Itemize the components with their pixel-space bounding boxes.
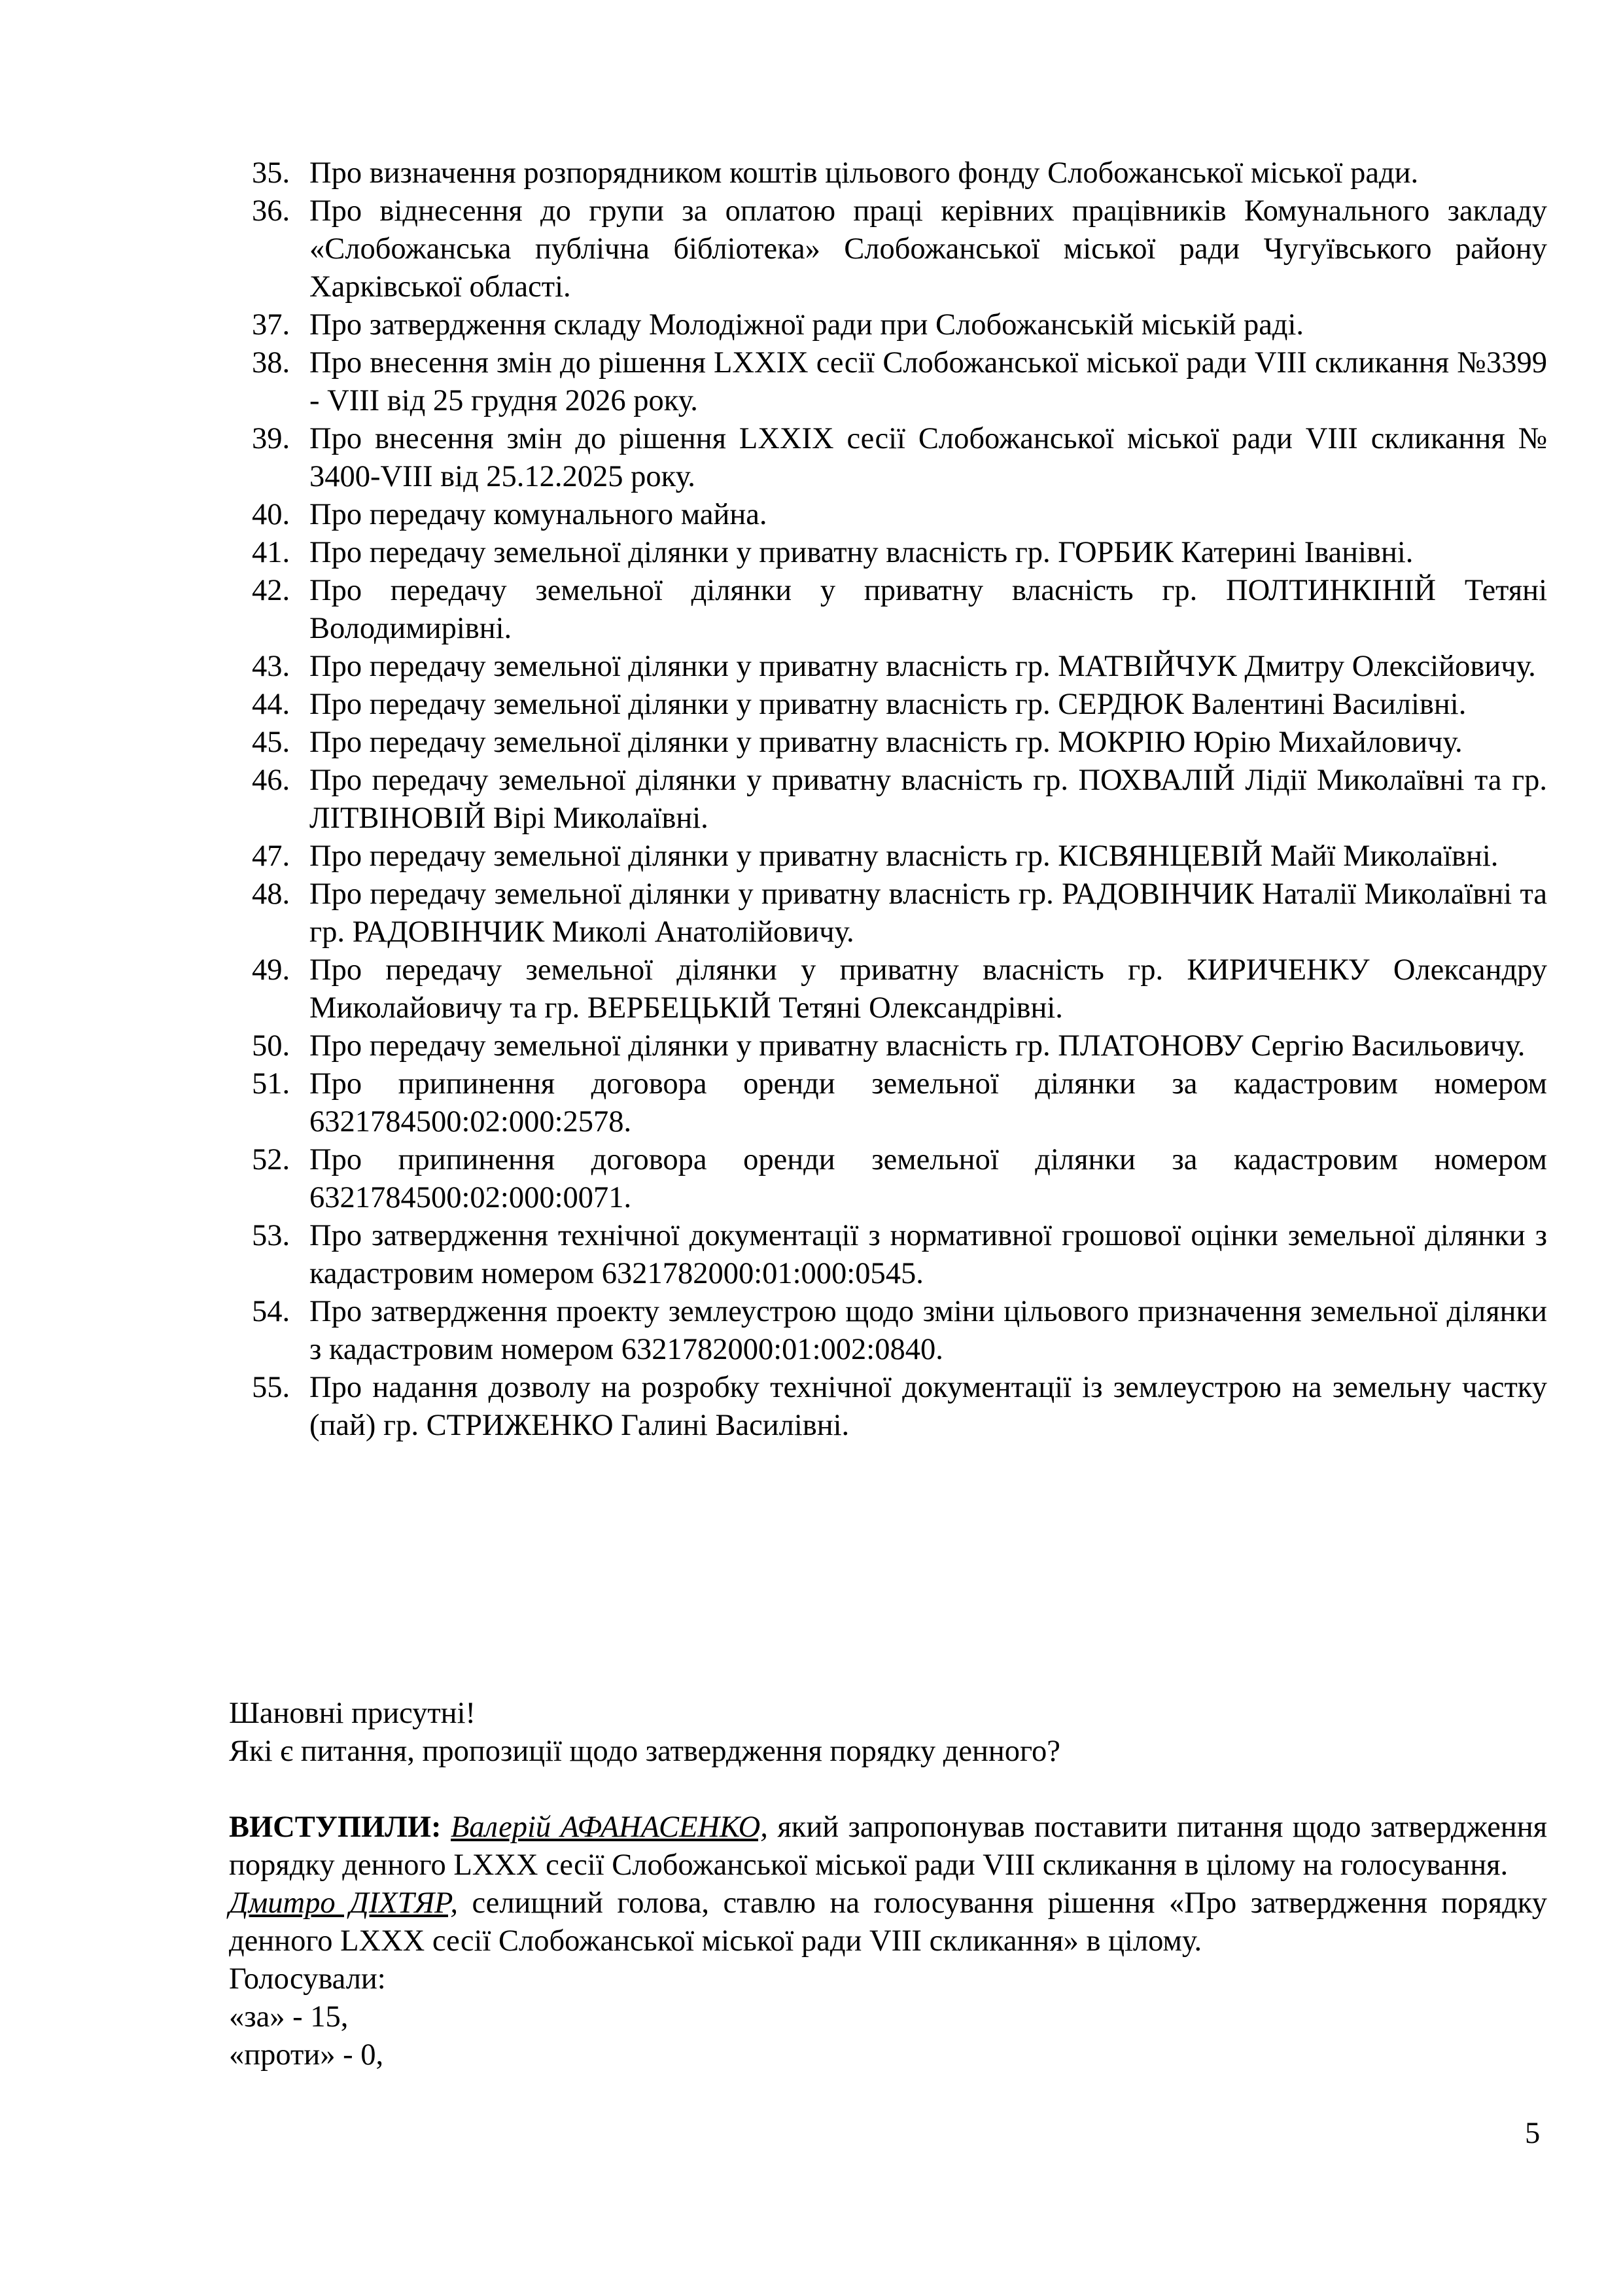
agenda-item-text: Про надання дозволу на розробку технічної документації із землеустрою на земельну частку (пай) гр. СТРИЖЕНКО Галині Василівні. — [309, 1371, 1547, 1442]
agenda-item-45 — [252, 724, 1547, 762]
agenda-item-number: 36. — [252, 194, 290, 228]
speech-2-text: селищний голова, ставлю на голосування рішення «Про затвердження порядку денного LXXX сесії Слобожанської міської ради VIII скликання» в цілому. — [229, 1886, 1547, 1958]
agenda-item-number: 51. — [252, 1067, 290, 1101]
vote-against: «проти» - 0, — [229, 2038, 384, 2072]
speech-2 — [229, 1884, 1547, 1960]
agenda-item-number: 52. — [252, 1143, 290, 1176]
speech-1 — [229, 1809, 1547, 1884]
agenda-item-text: Про передачу земельної ділянки у приватну власність гр. КІСВЯНЦЕВІЙ Майї Миколаївні. — [309, 839, 1499, 873]
agenda-item-number: 55. — [252, 1371, 290, 1404]
agenda-item-text: Про затвердження складу Молодіжної ради при Слобожанській міській раді. — [309, 308, 1304, 342]
agenda-item-number: 53. — [252, 1219, 290, 1252]
agenda-item-47 — [252, 838, 1547, 875]
vote-for: «за» - 15, — [229, 2000, 349, 2034]
agenda-list — [252, 154, 1547, 1445]
agenda-item-42 — [252, 572, 1547, 648]
agenda-item-number: 43. — [252, 650, 290, 683]
agenda-item-43 — [252, 648, 1547, 686]
agenda-item-52 — [252, 1141, 1547, 1217]
agenda-item-number: 47. — [252, 839, 290, 873]
agenda-item-text: Про передачу земельної ділянки у приватну власність гр. МАТВІЙЧУК Дмитру Олексійовичу. — [309, 650, 1536, 683]
agenda-item-51 — [252, 1065, 1547, 1141]
speaker-name-afanasenko: Валерій АФАНАСЕНКО, — [451, 1810, 768, 1844]
agenda-item-55 — [252, 1369, 1547, 1445]
voting-label: Голосували: — [229, 1962, 386, 1996]
agenda-item-39 — [252, 420, 1547, 496]
agenda-item-41 — [252, 534, 1547, 572]
agenda-item-number: 41. — [252, 536, 290, 569]
agenda-item-38 — [252, 344, 1547, 420]
agenda-item-number: 39. — [252, 422, 290, 455]
agenda-item-number: 38. — [252, 346, 290, 380]
agenda-item-40 — [252, 496, 1547, 534]
agenda-item-number: 37. — [252, 308, 290, 342]
agenda-item-text: Про передачу комунального майна. — [309, 498, 767, 531]
agenda-item-number: 40. — [252, 498, 290, 531]
agenda-item-46 — [252, 762, 1547, 838]
agenda-item-text: Про передачу земельної ділянки у приватну власність гр. СЕРДЮК Валентині Василівні. — [309, 688, 1467, 721]
agenda-item-text: Про передачу земельної ділянки у приватну власність гр. ПОЛТИНКІНІЙ Тетяні Володимирівні. — [309, 574, 1547, 645]
agenda-item-text: Про припинення договора оренди земельної ділянки за кадастровим номером 6321784500:02:000:2578. — [309, 1067, 1547, 1139]
agenda-item-50 — [252, 1027, 1547, 1065]
agenda-item-36 — [252, 192, 1547, 306]
agenda-item-number: 49. — [252, 953, 290, 987]
agenda-item-text: Про віднесення до групи за оплатою праці керівних працівників Комунального закладу «Слобожанська публічна бібліотека» Слобожанської міської ради Чугуївського району Харківської області. — [309, 194, 1547, 304]
agenda-item-text: Про передачу земельної ділянки у приватну власність гр. МОКРІЮ Юрію Михайловичу. — [309, 726, 1463, 759]
agenda-item-text: Про передачу земельної ділянки у приватну власність гр. ГОРБИК Катерині Іванівні. — [309, 536, 1414, 569]
agenda-item-number: 50. — [252, 1029, 290, 1063]
agenda-item-text: Про припинення договора оренди земельної ділянки за кадастровим номером 6321784500:02:000:0071. — [309, 1143, 1547, 1214]
agenda-item-text: Про внесення змін до рішення LXXIX сесії Слобожанської міської ради VIII скликання №3399 - VIII від 25 грудня 2026 року. — [309, 346, 1547, 417]
spacer — [229, 1771, 1547, 1809]
agenda-item-text: Про передачу земельної ділянки у приватну власність гр. ПЛАТОНОВУ Сергію Васильовичу. — [309, 1029, 1526, 1063]
agenda-item-number: 44. — [252, 688, 290, 721]
agenda-item-number: 48. — [252, 877, 290, 911]
agenda-item-text: Про визначення розпорядником коштів цільового фонду Слобожанської міської ради. — [309, 156, 1419, 190]
agenda-item-number: 46. — [252, 764, 290, 797]
speaker-name-dikhtiar: Дмитро ДІХТЯР, — [229, 1886, 458, 1920]
agenda-item-text: Про внесення змін до рішення LXXIX сесії Слобожанської міської ради VIII скликання № 3400-VIII від 25.12.2025 року. — [309, 422, 1547, 493]
speech-1-text: який запропонував поставити питання щодо затвердження порядку денного LXXX сесії Слобожанської міської ради VIII скликання в цілому на голосування. — [229, 1810, 1548, 1882]
greeting: Шановні присутні! — [229, 1697, 476, 1730]
agenda-item-text: Про передачу земельної ділянки у приватну власність гр. ПОХВАЛІЙ Лідії Миколаївні та гр. ЛІТВІНОВІЙ Вірі Миколаївні. — [309, 764, 1547, 835]
agenda-item-35 — [252, 154, 1547, 192]
agenda-item-text: Про передачу земельної ділянки у приватну власність гр. РАДОВІНЧИК Наталії Миколаївні та гр. РАДОВІНЧИК Миколі Анатолійовичу. — [309, 877, 1547, 949]
agenda-item-44 — [252, 686, 1547, 724]
agenda-item-54 — [252, 1293, 1547, 1369]
agenda-item-48 — [252, 875, 1547, 951]
agenda-item-number: 42. — [252, 574, 290, 607]
page-number: 5 — [1525, 2117, 1541, 2150]
agenda-item-text: Про затвердження технічної документації з нормативної грошової оцінки земельної ділянки з кадастровим номером 6321782000:01:000:0545. — [309, 1219, 1547, 1290]
agenda-item-53 — [252, 1217, 1547, 1293]
agenda-item-number: 45. — [252, 726, 290, 759]
speeches-label: ВИСТУПИЛИ: — [229, 1810, 442, 1844]
agenda-item-number: 54. — [252, 1295, 290, 1328]
agenda-item-text: Про передачу земельної ділянки у приватну власність гр. КИРИЧЕНКУ Олександру Миколайовичу та гр. ВЕРБЕЦЬКІЙ Тетяні Олександрівні. — [309, 953, 1547, 1025]
agenda-item-49 — [252, 951, 1547, 1027]
agenda-item-37 — [252, 306, 1547, 344]
question: Які є питання, пропозиції щодо затвердження порядку денного? — [229, 1735, 1060, 1768]
discussion-section — [229, 1695, 1547, 2074]
agenda-item-text: Про затвердження проекту землеустрою щодо зміни цільового призначення земельної ділянки з кадастровим номером 6321782000:01:002:0840. — [309, 1295, 1547, 1366]
agenda-item-number: 35. — [252, 156, 290, 190]
